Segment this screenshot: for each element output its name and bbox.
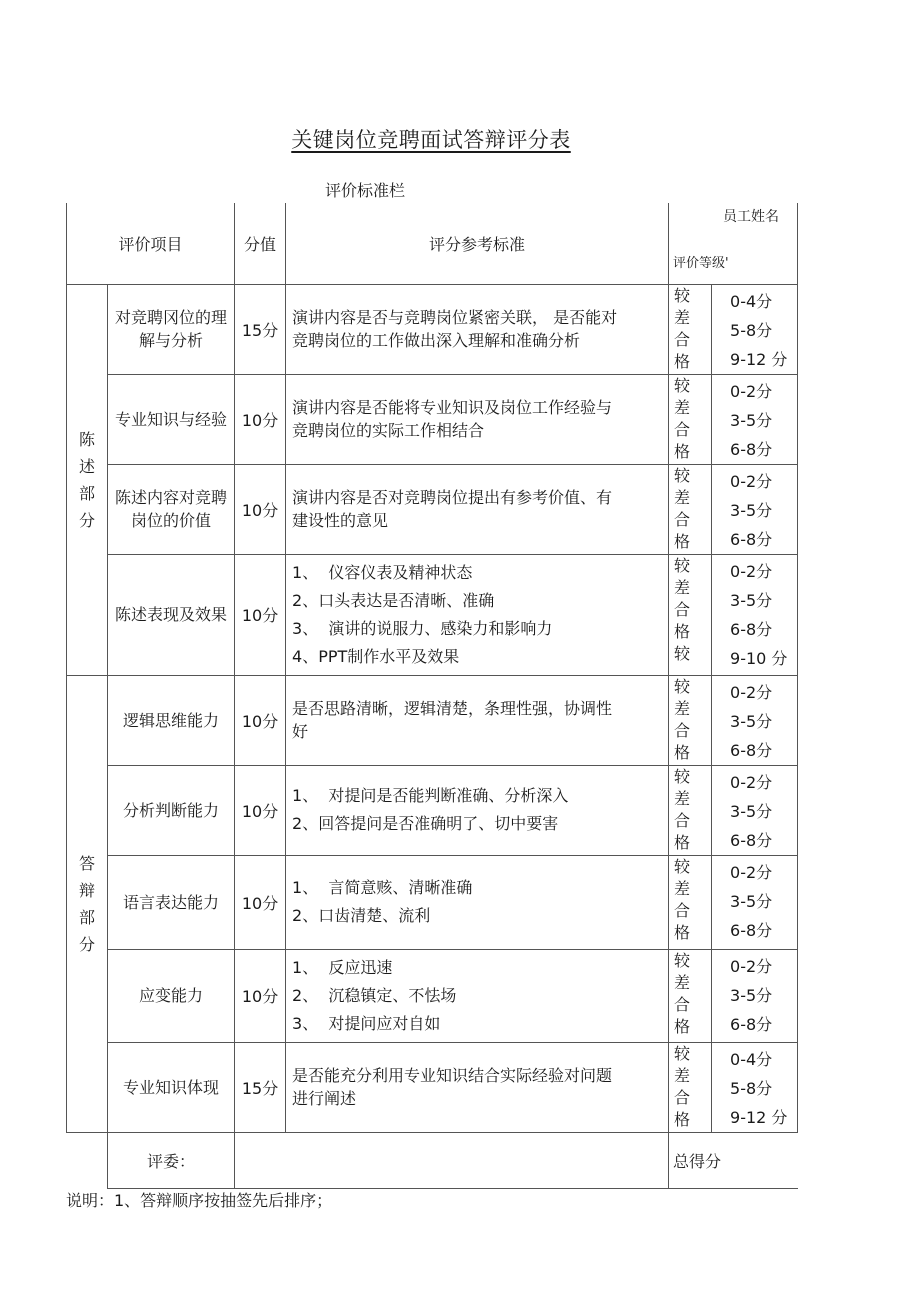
standard-line: 2、口头表达是否清晰、准确	[292, 590, 495, 610]
grade-cell	[669, 1042, 712, 1132]
footer-spacer	[67, 1132, 108, 1188]
grade-level-label: 评价等级'	[673, 255, 729, 271]
score-range: 3-5分	[730, 985, 773, 1005]
total-score-label: 总得分	[673, 1151, 722, 1171]
header-standard: 评分参考标准	[286, 203, 669, 284]
form-title: 关键岗位竞聘面试答辩评分表	[291, 128, 571, 152]
grade-cell	[669, 284, 712, 374]
grade-cell	[669, 374, 712, 464]
table-row	[67, 464, 798, 554]
grade-char: 合	[674, 720, 691, 740]
score-range: 9-10 分	[730, 648, 788, 668]
standard-line: 演讲内容是否对竞聘岗位提出有参考价值、有	[292, 488, 613, 507]
criterion-standard	[286, 374, 669, 464]
criterion-name: 专业知识体现	[108, 1042, 235, 1132]
criterion-score: 15分	[235, 284, 286, 374]
standard-line: 4、PPT制作水平及效果	[292, 646, 460, 666]
grade-cell	[669, 949, 712, 1042]
criterion-name: 语言表达能力	[108, 855, 235, 949]
criterion-name: 应变能力	[108, 949, 235, 1042]
criterion-name: 分析判断能力	[108, 765, 235, 855]
total-score-field[interactable]	[669, 1132, 798, 1188]
criterion-name: 逻辑思维能力	[108, 675, 235, 765]
score-range: 6-8分	[730, 529, 773, 549]
section-char: 分	[78, 510, 95, 530]
grade-char: 较	[674, 1043, 691, 1063]
grade-char: 较	[674, 465, 691, 485]
table-row	[67, 284, 798, 374]
score-range: 3-5分	[730, 801, 773, 821]
table-row	[67, 374, 798, 464]
standard-line: 1、 仪容仪表及精神状态	[292, 562, 473, 582]
section-char: 答	[78, 853, 95, 873]
standard-line: 竞聘岗位的工作做出深入理解和准确分析	[292, 331, 581, 350]
criterion-standard	[286, 675, 669, 765]
criterion-standard	[286, 464, 669, 554]
range-cell	[712, 765, 798, 855]
criterion-standard	[286, 855, 669, 949]
grade-cell	[669, 765, 712, 855]
grade-char: 格	[674, 441, 691, 461]
grade-char: 格	[674, 1109, 691, 1129]
score-range: 0-2分	[730, 561, 773, 581]
grade-char: 合	[674, 810, 691, 830]
section-char: 陈	[78, 429, 95, 449]
score-range: 9-12 分	[730, 1107, 788, 1127]
grade-char: 格	[674, 1016, 691, 1036]
criterion-name: 对竞聘冈位的理解与分析	[108, 284, 235, 374]
grade-char: 差	[674, 788, 691, 808]
grade-char: 合	[674, 509, 691, 529]
standard-line: 进行阐述	[292, 1089, 357, 1108]
section-char: 部	[78, 483, 95, 503]
score-range: 0-4分	[730, 291, 773, 311]
section-char: 述	[78, 456, 95, 476]
score-range: 6-8分	[730, 740, 773, 760]
grade-char: 格	[674, 742, 691, 762]
score-range: 0-2分	[730, 862, 773, 882]
section-statement	[67, 284, 108, 675]
table-row	[67, 554, 798, 675]
grade-char: 差	[674, 397, 691, 417]
table-row	[67, 1042, 798, 1132]
grade-char: 格	[674, 832, 691, 852]
grade-cell	[669, 554, 712, 675]
standard-line: 2、 沉稳镇定、不怯场	[292, 985, 457, 1005]
criterion-standard	[286, 1042, 669, 1132]
table-row	[67, 855, 798, 949]
score-range: 6-8分	[730, 830, 773, 850]
grade-char: 较	[674, 285, 691, 305]
criterion-standard	[286, 949, 669, 1042]
table-row	[67, 949, 798, 1042]
score-range: 9-12 分	[730, 349, 788, 369]
table-row	[67, 675, 798, 765]
standard-line: 2、回答提问是否准确明了、切中要害	[292, 814, 559, 833]
section-defense	[67, 675, 108, 1132]
criterion-name: 陈述内容对竞聘岗位的价值	[108, 464, 235, 554]
standard-line: 1、 对提问是否能判断准确、分析深入	[292, 786, 569, 805]
standard-line: 建设性的意见	[292, 511, 389, 530]
standard-line: 3、 对提问应对自如	[292, 1013, 441, 1033]
criterion-standard	[286, 284, 669, 374]
score-range: 3-5分	[730, 410, 773, 430]
grade-char: 差	[674, 307, 691, 327]
section-char: 分	[78, 934, 95, 954]
grade-char: 格	[674, 351, 691, 371]
table-header-row	[67, 203, 798, 284]
score-range: 6-8分	[730, 1014, 773, 1034]
header-score: 分值	[235, 203, 286, 284]
standard-line: 1、 反应迅速	[292, 957, 393, 977]
table-row	[67, 765, 798, 855]
grade-char: 较	[674, 643, 691, 663]
grade-char: 合	[674, 329, 691, 349]
range-cell	[712, 949, 798, 1042]
criterion-score: 10分	[235, 855, 286, 949]
standard-line: 2、口齿清楚、流利	[292, 906, 431, 925]
grade-char: 差	[674, 577, 691, 597]
criteria-caption: 评价标准栏	[325, 181, 406, 200]
score-range: 6-8分	[730, 439, 773, 459]
standard-line: 3、 演讲的说服力、感染力和影响力	[292, 618, 553, 638]
grade-cell	[669, 464, 712, 554]
grade-char: 较	[674, 950, 691, 970]
score-range: 3-5分	[730, 590, 773, 610]
criterion-score: 10分	[235, 675, 286, 765]
standard-line: 演讲内容是否能将专业知识及岗位工作经验与	[292, 398, 613, 417]
grade-char: 差	[674, 972, 691, 992]
score-range: 0-2分	[730, 682, 773, 702]
header-item: 评价项目	[67, 203, 235, 284]
grade-char: 较	[674, 766, 691, 786]
score-range: 0-2分	[730, 772, 773, 792]
criterion-score: 10分	[235, 949, 286, 1042]
standard-line: 是否能充分利用专业知识结合实际经验对问题	[292, 1066, 613, 1085]
criterion-score: 10分	[235, 765, 286, 855]
score-range: 0-4分	[730, 1049, 773, 1069]
range-cell	[712, 554, 798, 675]
standard-line: 好	[292, 722, 309, 741]
grade-char: 较	[674, 676, 691, 696]
grade-char: 格	[674, 621, 691, 641]
grade-char: 较	[674, 375, 691, 395]
section-char: 辩	[78, 880, 95, 900]
grade-char: 差	[674, 698, 691, 718]
grade-char: 较	[674, 555, 691, 575]
criterion-standard	[286, 554, 669, 675]
score-range: 0-2分	[730, 381, 773, 401]
note-text: 说明：1、答辩顺序按抽签先后排序；	[66, 1191, 333, 1210]
range-cell	[712, 675, 798, 765]
grade-cell	[669, 855, 712, 949]
range-cell	[712, 374, 798, 464]
standard-line: 是否思路清晰，逻辑清楚，条理性强，协调性	[292, 699, 613, 718]
criterion-name: 陈述表现及效果	[108, 554, 235, 675]
score-range: 0-2分	[730, 471, 773, 491]
grade-char: 合	[674, 1087, 691, 1107]
score-range: 6-8分	[730, 619, 773, 639]
score-range: 3-5分	[730, 711, 773, 731]
range-cell	[712, 1042, 798, 1132]
criterion-standard	[286, 765, 669, 855]
footer-row	[67, 1132, 798, 1188]
criterion-score: 10分	[235, 464, 286, 554]
criterion-score: 10分	[235, 374, 286, 464]
score-range: 0-2分	[730, 956, 773, 976]
grade-char: 差	[674, 1065, 691, 1085]
score-range: 3-5分	[730, 500, 773, 520]
criterion-name: 专业知识与经验	[108, 374, 235, 464]
grade-char: 差	[674, 878, 691, 898]
grade-char: 格	[674, 531, 691, 551]
grade-char: 合	[674, 419, 691, 439]
range-cell	[712, 464, 798, 554]
criterion-score: 15分	[235, 1042, 286, 1132]
standard-line: 竞聘岗位的实际工作相结合	[292, 421, 485, 440]
score-range: 5-8分	[730, 320, 773, 340]
standard-line: 演讲内容是否与竞聘岗位紧密关联， 是否能对	[292, 308, 618, 327]
grade-char: 合	[674, 599, 691, 619]
range-cell	[712, 284, 798, 374]
grade-cell	[669, 675, 712, 765]
range-cell	[712, 855, 798, 949]
grade-char: 差	[674, 487, 691, 507]
standard-line: 1、 言简意赅、清晰准确	[292, 878, 473, 897]
header-employee-cell	[669, 203, 798, 284]
grade-char: 合	[674, 900, 691, 920]
judges-signature-field[interactable]	[235, 1132, 669, 1188]
grade-char: 较	[674, 856, 691, 876]
score-range: 6-8分	[730, 920, 773, 940]
scoring-table	[66, 203, 798, 1189]
grade-char: 合	[674, 994, 691, 1014]
score-range: 5-8分	[730, 1078, 773, 1098]
judges-label: 评委：	[108, 1132, 235, 1188]
grade-char: 格	[674, 922, 691, 942]
section-char: 部	[78, 907, 95, 927]
criterion-score: 10分	[235, 554, 286, 675]
score-range: 3-5分	[730, 891, 773, 911]
employee-name-label: 员工姓名	[723, 208, 780, 225]
